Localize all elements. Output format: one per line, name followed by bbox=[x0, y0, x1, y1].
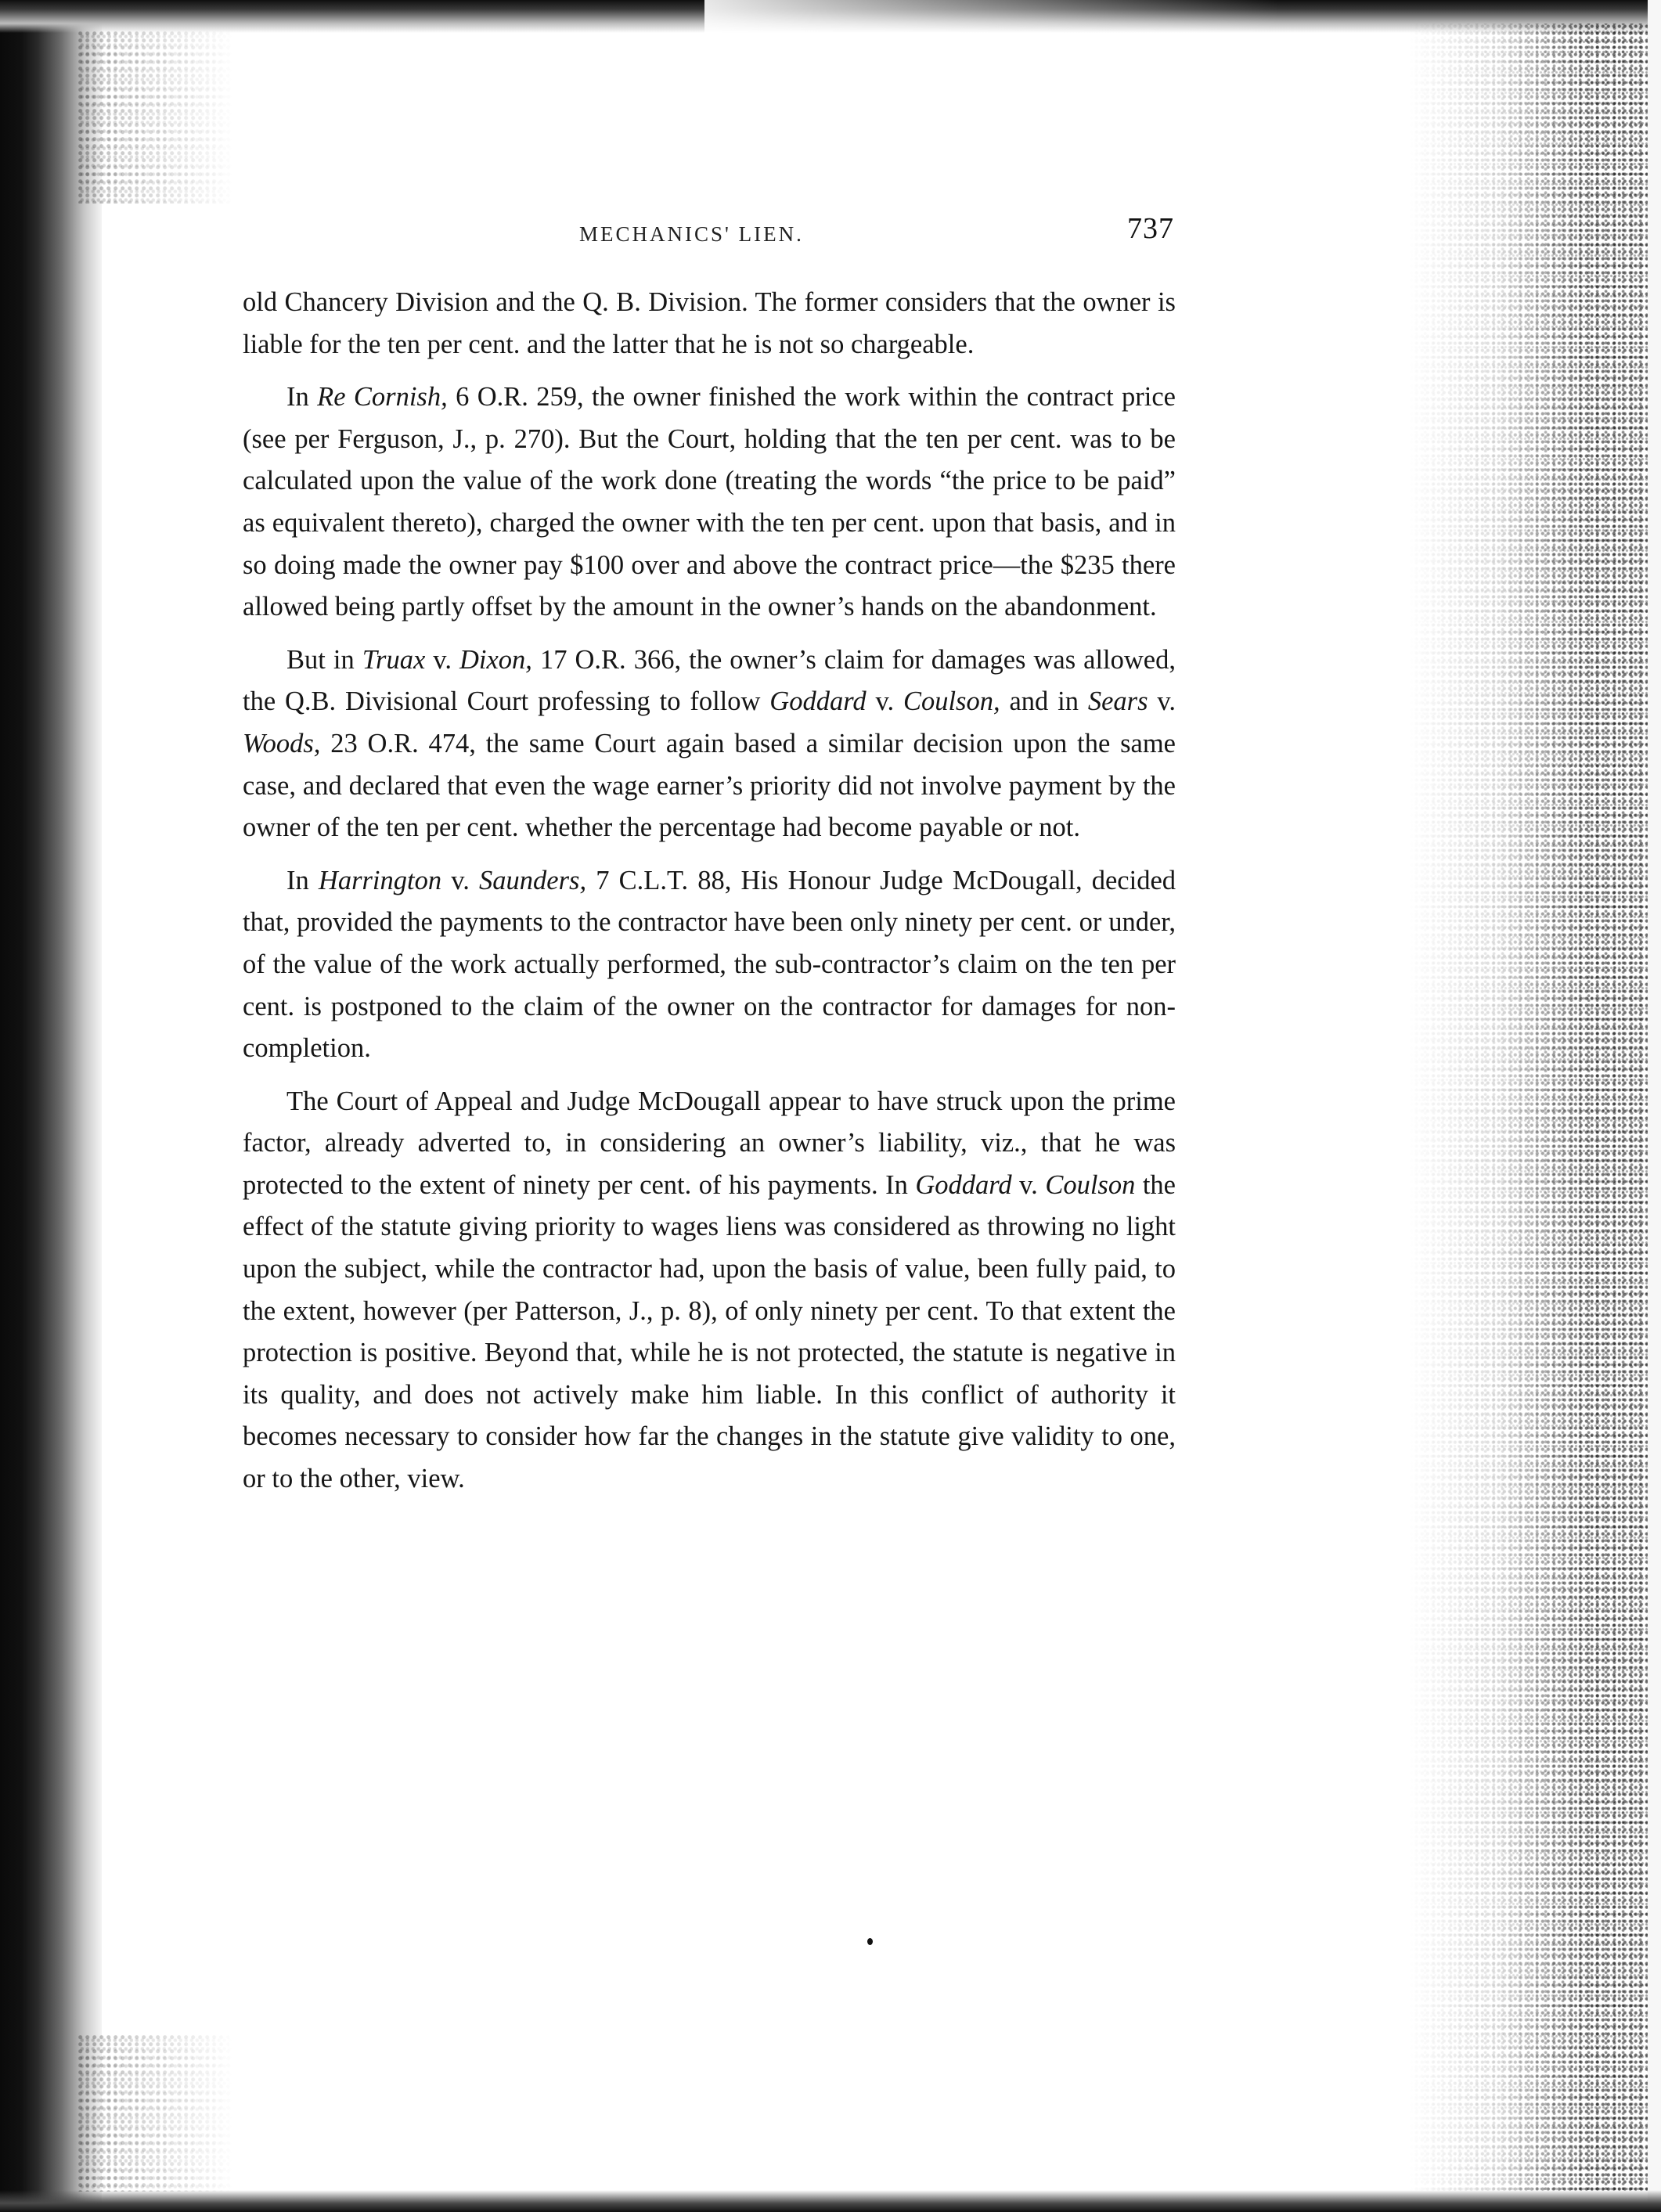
case-name: Saunders, bbox=[479, 865, 587, 895]
text-run: 6 O.R. 259, the owner finished the work within the contract price (see per Ferguson, J., p. 270). But the Court, holding that the ten per cent. was to be calculated upon the value of the work done (treating the words “the price to be paid” as equivalent thereto), charged the owner with the ten per cent. upon that basis, and in so doing made the owner pay $100 over and above the contract price—the $235 there allowed being partly offset by the amount in the owner’s hands on the abandonment. bbox=[243, 382, 1176, 622]
text-run: In bbox=[286, 865, 319, 895]
text-run: In bbox=[286, 382, 318, 412]
text-run: 23 O.R. 474, the same Court again based a similar decision upon the same case, and declared that even the wage earner’s priority did not involve payment by the owner of the ten per cent. whether the percentage had become payable or not. bbox=[243, 728, 1176, 843]
scan-shadow-bottom bbox=[0, 2190, 1661, 2212]
case-name: Goddard bbox=[915, 1169, 1012, 1200]
case-name: Woods, bbox=[243, 728, 321, 758]
case-name: Coulson bbox=[1045, 1169, 1136, 1200]
scan-noise-top-left bbox=[78, 31, 235, 204]
text-run: v. bbox=[441, 865, 480, 895]
text-run: old Chancery Division and the Q. B. Division. The former considers that the owner is liable for the ten per cent. and the latter that he is not so chargeable. bbox=[243, 287, 1176, 359]
text-run: v. bbox=[866, 686, 903, 717]
case-name: Harrington bbox=[318, 865, 442, 895]
case-name: Truax bbox=[362, 644, 426, 675]
case-name: Coulson, bbox=[903, 686, 1000, 717]
running-head-title: MECHANICS' LIEN. bbox=[579, 222, 804, 246]
case-name: Re Cornish, bbox=[317, 382, 448, 412]
text-run: The Court of Appeal and Judge McDougall appear to have struck upon the prime factor, already adverted to, in considering an owner’s liability, viz., that he was protected to the extent of ninety per cent. of his payments. In bbox=[243, 1086, 1176, 1200]
case-name: Dixon, bbox=[459, 644, 532, 675]
stray-ink-mark bbox=[867, 1938, 873, 1945]
body-text bbox=[243, 282, 1176, 1511]
text-run: v. bbox=[425, 644, 459, 675]
scan-edge-right bbox=[1648, 0, 1661, 2212]
page-number: 737 bbox=[1127, 212, 1174, 245]
running-header bbox=[243, 211, 1174, 258]
text-run: 17 O.R. 366, the owner’s claim for damages was allowed, the Q.B. Divisional Court professing to follow bbox=[243, 644, 1176, 717]
text-run: v. bbox=[1011, 1169, 1046, 1200]
paragraph bbox=[243, 1081, 1176, 1500]
case-name: Goddard bbox=[769, 686, 867, 717]
scan-noise-right bbox=[1409, 23, 1661, 2192]
text-run: v. bbox=[1148, 686, 1176, 717]
paragraph bbox=[243, 639, 1176, 849]
text-run: But in bbox=[286, 644, 362, 675]
text-run: the effect of the statute giving priority to wages liens was considered as throwing no light upon the subject, while the contractor had, upon the basis of value, been fully paid, to the extent, however (per Patterson, J., p. 8), of only ninety per cent. To that extent the protection is positive. Beyond that, while he is not protected, the statute is negative in its quality, and does not actively make him liable. In this conflict of authority it becomes necessary to consider how far the changes in the statute give validity to one, or to the other, view. bbox=[243, 1169, 1176, 1494]
scan-shadow-left bbox=[0, 0, 102, 2212]
scan-noise-bottom-left bbox=[78, 2035, 235, 2192]
case-name: Sears bbox=[1087, 686, 1148, 717]
text-run: 7 C.L.T. 88, His Honour Judge McDougall, decided that, provided the payments to the contractor have been only ninety per cent. or under, of the value of the work actually performed, the sub-contractor’s claim on the ten per cent. is postponed to the claim of the owner on the contractor for damages for non-completion. bbox=[243, 865, 1176, 1064]
text-run: and in bbox=[1000, 686, 1088, 717]
paragraph bbox=[243, 282, 1176, 366]
paragraph bbox=[243, 376, 1176, 629]
paragraph bbox=[243, 860, 1176, 1070]
